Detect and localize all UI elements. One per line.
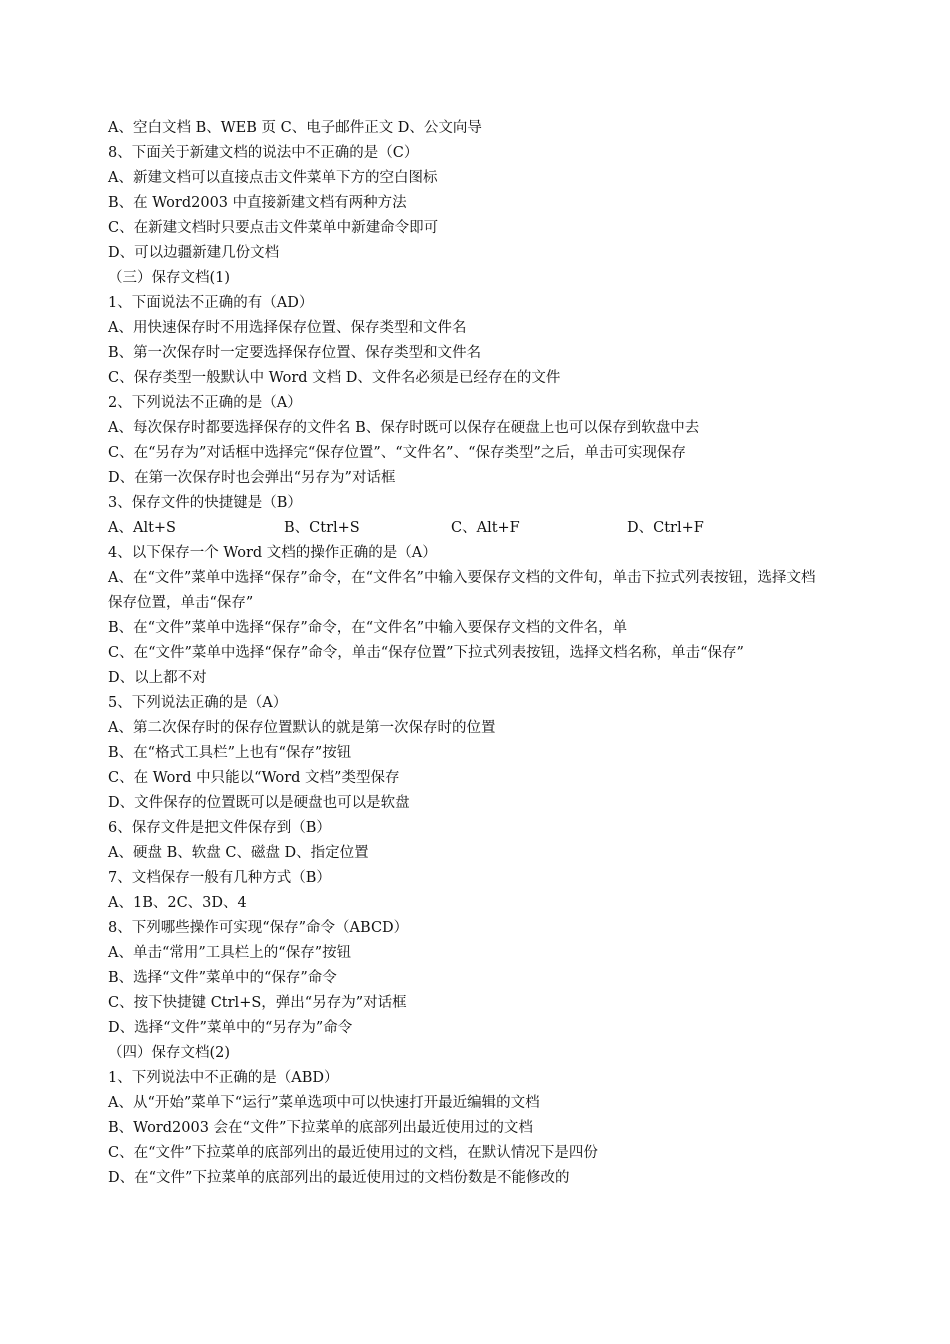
text-line: A、第二次保存时的保存位置默认的就是第一次保存时的位置 xyxy=(108,720,496,736)
text-line: A、新建文档可以直接点击文件菜单下方的空白图标 xyxy=(108,170,438,186)
text-line: D、选择“文件”菜单中的“另存为”命令 xyxy=(108,1020,353,1036)
text-line: 8、下列哪些操作可实现“保存”命令（ABCD） xyxy=(108,920,409,936)
text-line: 8、下面关于新建文档的说法中不正确的是（C） xyxy=(108,145,419,161)
q3-option-a: A、Alt+S xyxy=(108,520,176,536)
text-line: 5、下列说法正确的是（A） xyxy=(108,695,288,711)
text-line: 1、下列说法中不正确的是（ABD） xyxy=(108,1070,339,1086)
text-line: 1、下面说法不正确的有（AD） xyxy=(108,295,314,311)
text-block-c xyxy=(108,541,828,566)
text-line: C、保存类型一般默认中 Word 文档 D、文件名必须是已经存在的文件 xyxy=(108,370,561,386)
text-line: D、以上都不对 xyxy=(108,670,207,686)
text-line: A、单击“常用”工具栏上的“保存”按钮 xyxy=(108,945,352,961)
text-line: A、空白文档 B、WEB 页 C、电子邮件正文 D、公文向导 xyxy=(108,120,482,136)
document-page xyxy=(108,116,828,1191)
text-line: C、在新建文档时只要点击文件菜单中新建命令即可 xyxy=(108,220,439,236)
text-line: D、文件保存的位置既可以是硬盘也可以是软盘 xyxy=(108,795,410,811)
text-line: C、在“文件”下拉菜单的底部列出的最近使用过的文档，在默认情况下是四份 xyxy=(108,1145,598,1161)
q3-option-d: D、Ctrl+F xyxy=(627,520,704,536)
text-line: 6、保存文件是把文件保存到（B） xyxy=(108,820,331,836)
text-line: B、在“格式工具栏”上也有“保存”按钮 xyxy=(108,745,352,761)
text-line: A、每次保存时都要选择保存的文件名 B、保存时既可以保存在硬盘上也可以保存到软盘中去 xyxy=(108,420,700,436)
text-line: A、硬盘 B、软盘 C、磁盘 D、指定位置 xyxy=(108,845,369,861)
q3-options-row xyxy=(108,516,828,541)
text-line: B、在 Word2003 中直接新建文档有两种方法 xyxy=(108,195,407,211)
text-line: D、可以边疆新建几份文档 xyxy=(108,245,280,261)
text-line: B、选择“文件”菜单中的“保存”命令 xyxy=(108,970,337,986)
text-line: （三）保存文档(1) xyxy=(108,270,231,286)
text-line: A、用快速保存时不用选择保存位置、保存类型和文件名 xyxy=(108,320,467,336)
paragraph-q4-option-b: B、在“文件”菜单中选择“保存”命令，在“文件名”中输入要保存文档的文件名，单 xyxy=(108,620,628,636)
text-line: C、在 Word 中只能以“Word 文档”类型保存 xyxy=(108,770,400,786)
text-line: A、从“开始”菜单下“运行”菜单选项中可以快速打开最近编辑的文档 xyxy=(108,1095,540,1111)
text-line: C、按下快捷键 Ctrl+S，弹出“另存为”对话框 xyxy=(108,995,407,1011)
text-block-a xyxy=(108,116,828,441)
text-line: 2、下列说法不正确的是（A） xyxy=(108,395,302,411)
text-line: 4、以下保存一个 Word 文档的操作正确的是（A） xyxy=(108,545,437,561)
text-block-d xyxy=(108,666,828,1191)
text-line: B、第一次保存时一定要选择保存位置、保存类型和文件名 xyxy=(108,345,482,361)
text-line: D、在第一次保存时也会弹出“另存为”对话框 xyxy=(108,470,396,486)
q3-option-c: C、Alt+F xyxy=(451,520,520,536)
text-block-b xyxy=(108,466,828,516)
text-line: A、1B、2C、3D、4 xyxy=(108,895,247,911)
paragraph-q4-option-a: A、在“文件”菜单中选择“保存”命令，在“文件名”中输入要保存文档的文件旬，单击下拉式列表按钮，选择文档保存位置，单击“保存” xyxy=(108,570,816,611)
text-line: D、在“文件”下拉菜单的底部列出的最近使用过的文档份数是不能修改的 xyxy=(108,1170,570,1186)
text-line: 3、保存文件的快捷键是（B） xyxy=(108,495,302,511)
q3-option-b: B、Ctrl+S xyxy=(284,520,360,536)
paragraph-q2-option-c: C、在“另存为”对话框中选择完“保存位置”、“文件名”、“保存类型”之后，单击可实现保存 xyxy=(108,445,686,461)
text-line: 7、文档保存一般有几种方式（B） xyxy=(108,870,331,886)
text-line: （四）保存文档(2) xyxy=(108,1045,231,1061)
paragraph-q4-option-c: C、在“文件”菜单中选择“保存”命令，单击“保存位置”下拉式列表按钮，选择文档名称，单击“保存” xyxy=(108,645,744,661)
text-line: B、Word2003 会在“文件”下拉菜单的底部列出最近使用过的文档 xyxy=(108,1120,533,1136)
